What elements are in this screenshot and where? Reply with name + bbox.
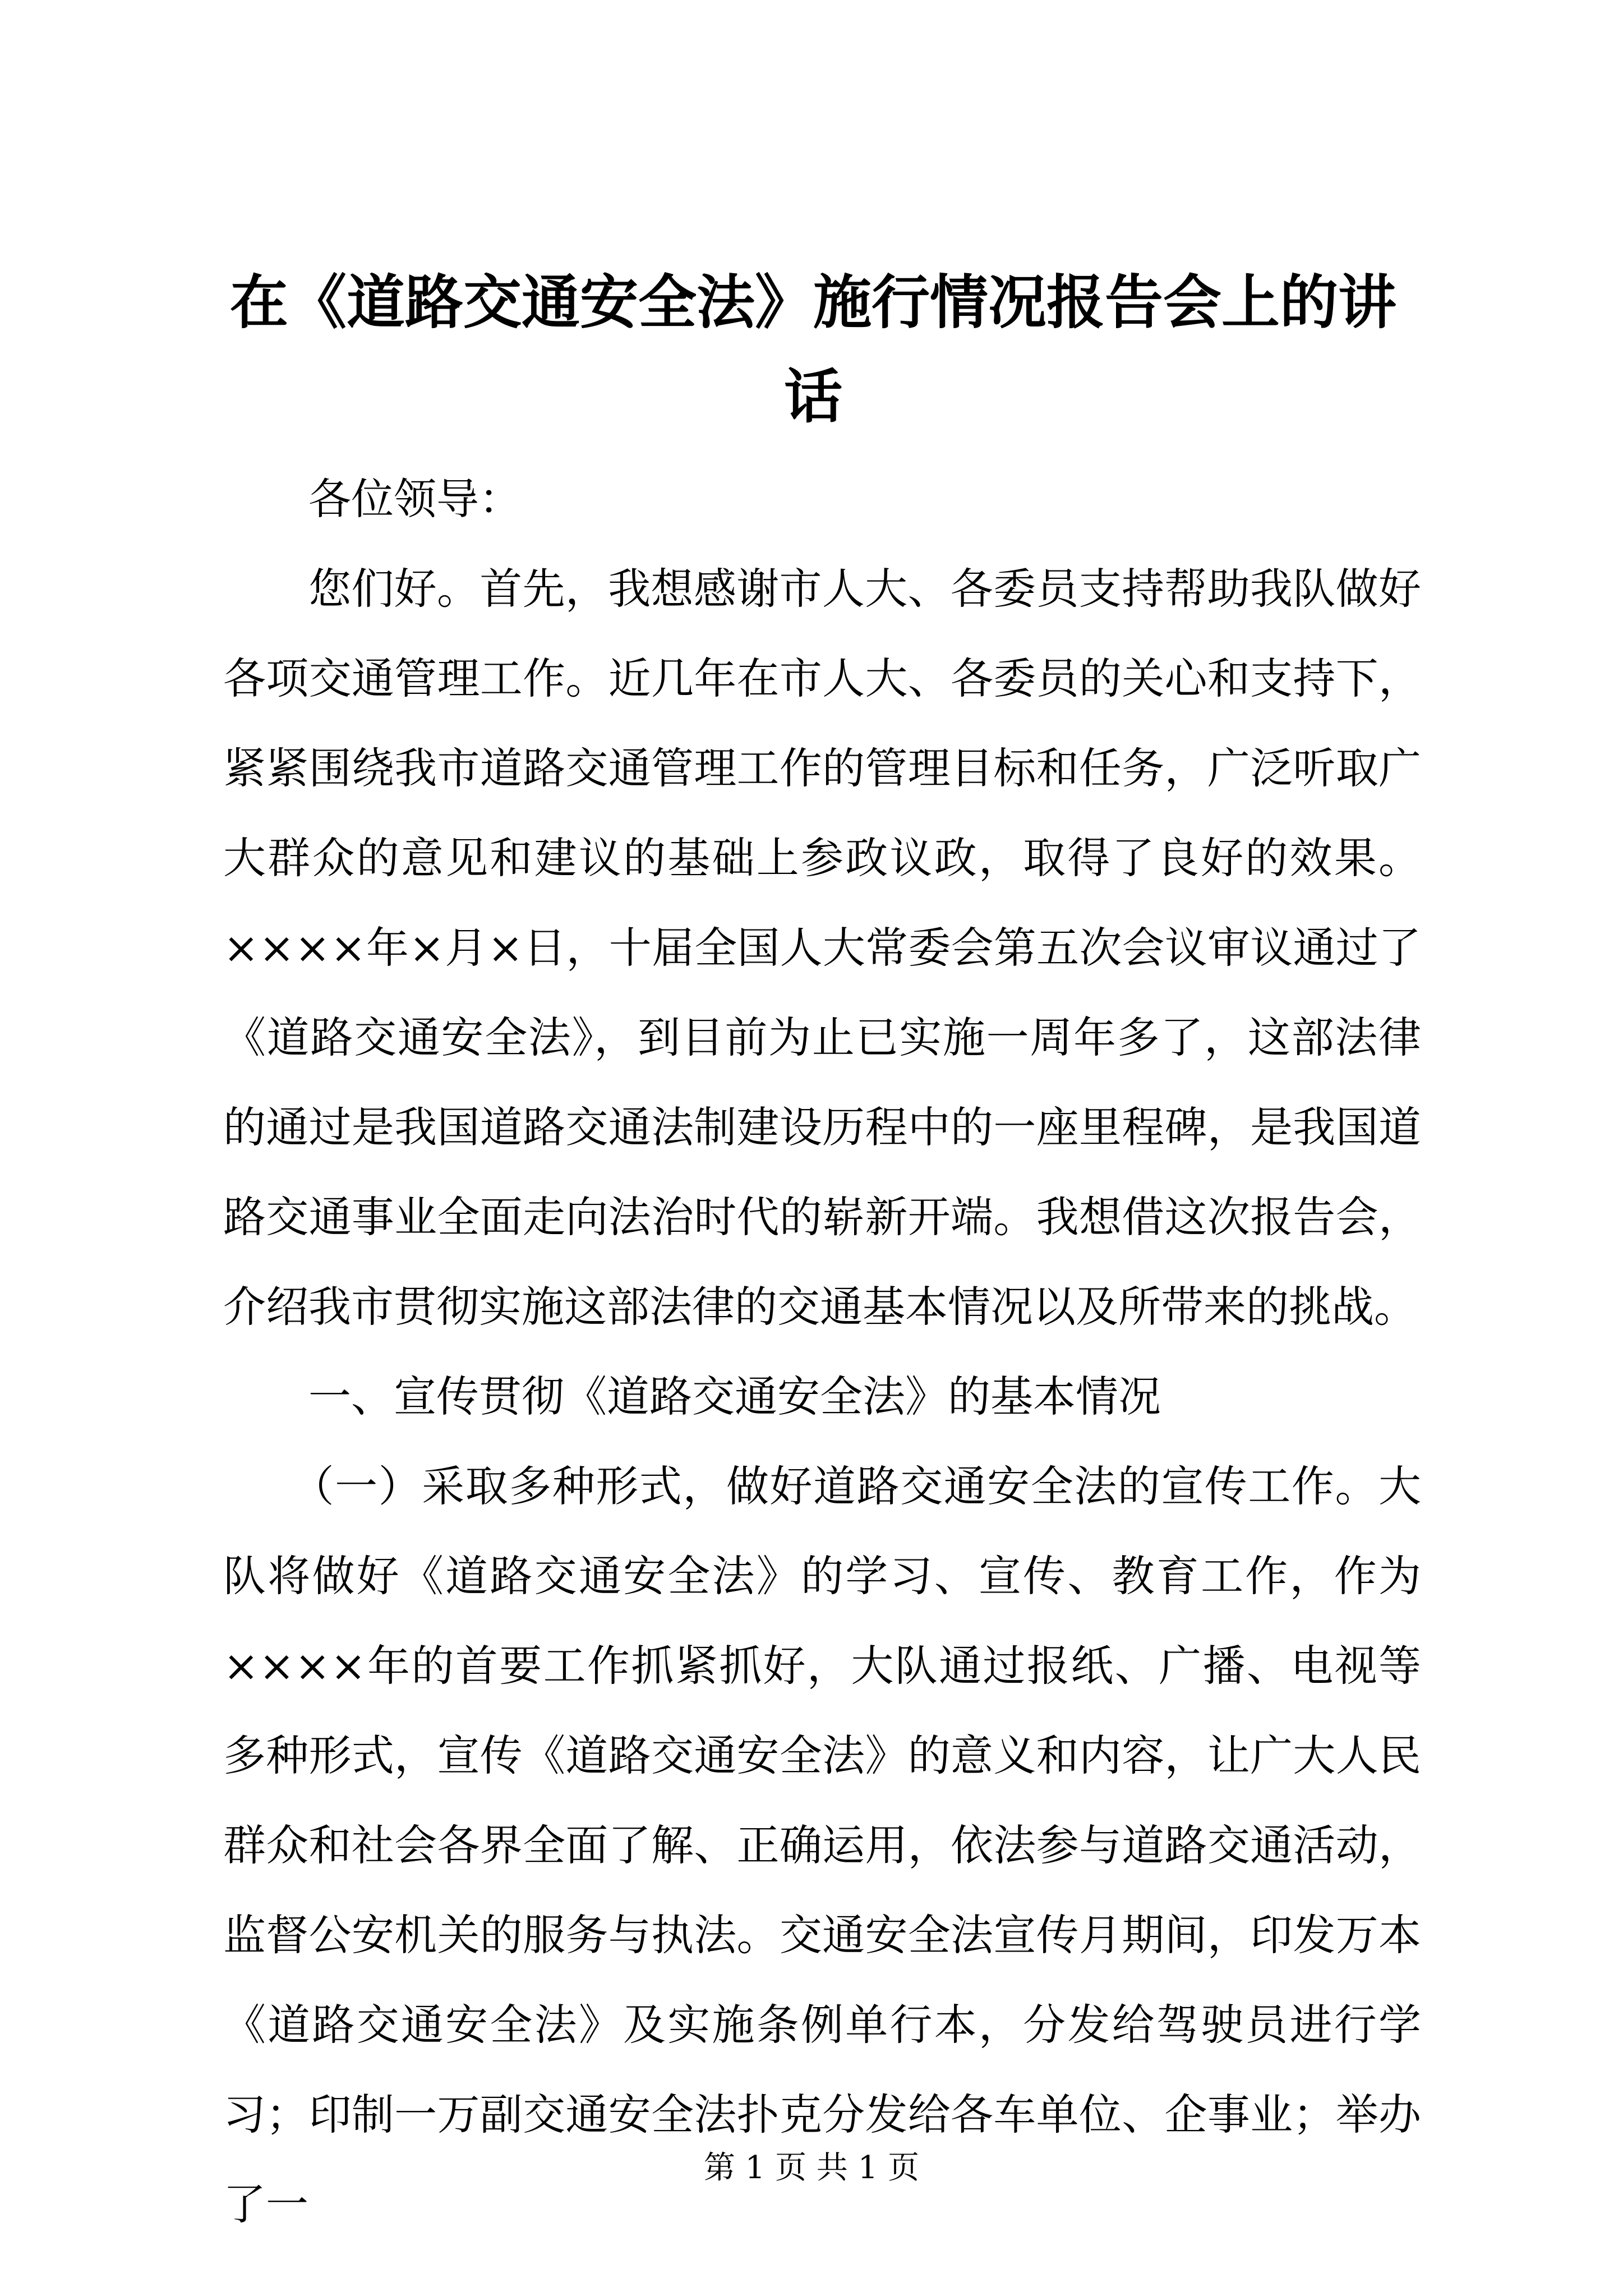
document-title: 在《道路交通安全法》施行情况报告会上的讲话 bbox=[229, 268, 1396, 431]
page-footer: 第 1 页 共 1 页 bbox=[703, 2150, 920, 2186]
section-heading: 一、宣传贯彻《道路交通安全法》的基本情况 bbox=[308, 1372, 1161, 1421]
document-body bbox=[223, 454, 1421, 2249]
salutation: 各位领导： bbox=[308, 474, 522, 524]
subsection-paragraph: （一）采取多种形式，做好道路交通安全法的宣传工作。大队将做好《道路交通安全法》的学习、宣传、教育工作，作为××××年的首要工作抓紧抓好，大队通过报纸、广播、电视等多种形式，宣传《道路交通安全法》的意义和内容，让广大人民群众和社会各界全面了解、正确运用，依法参与道路交通活动，监督公安机关的服务与执法。交通安全法宣传月期间，印发万本《道路交通安全法》及实施条例单行本，分发给驾驶员进行学习；印制一万副交通安全法扑克分发给各车单位、企事业；举办了一 bbox=[223, 1461, 1421, 2229]
body-paragraph: 您们好。首先，我想感谢市人大、各委员支持帮助我队做好各项交通管理工作。近几年在市人大、各委员的关心和支持下，紧紧围绕我市道路交通管理工作的管理目标和任务，广泛听取广大群众的意见和建议的基础上参政议政，取得了良好的效果。××××年×月×日，十届全国人大常委会第五次会议审议通过了《道路交通安全法》，到目前为止已实施一周年多了，这部法律的通过是我国道路交通法制建设历程中的一座里程碑，是我国道路交通事业全面走向法治时代的崭新开端。我想借这次报告会，介绍我市贯彻实施这部法律的交通基本情况以及所带来的挑战。 bbox=[223, 564, 1421, 1332]
